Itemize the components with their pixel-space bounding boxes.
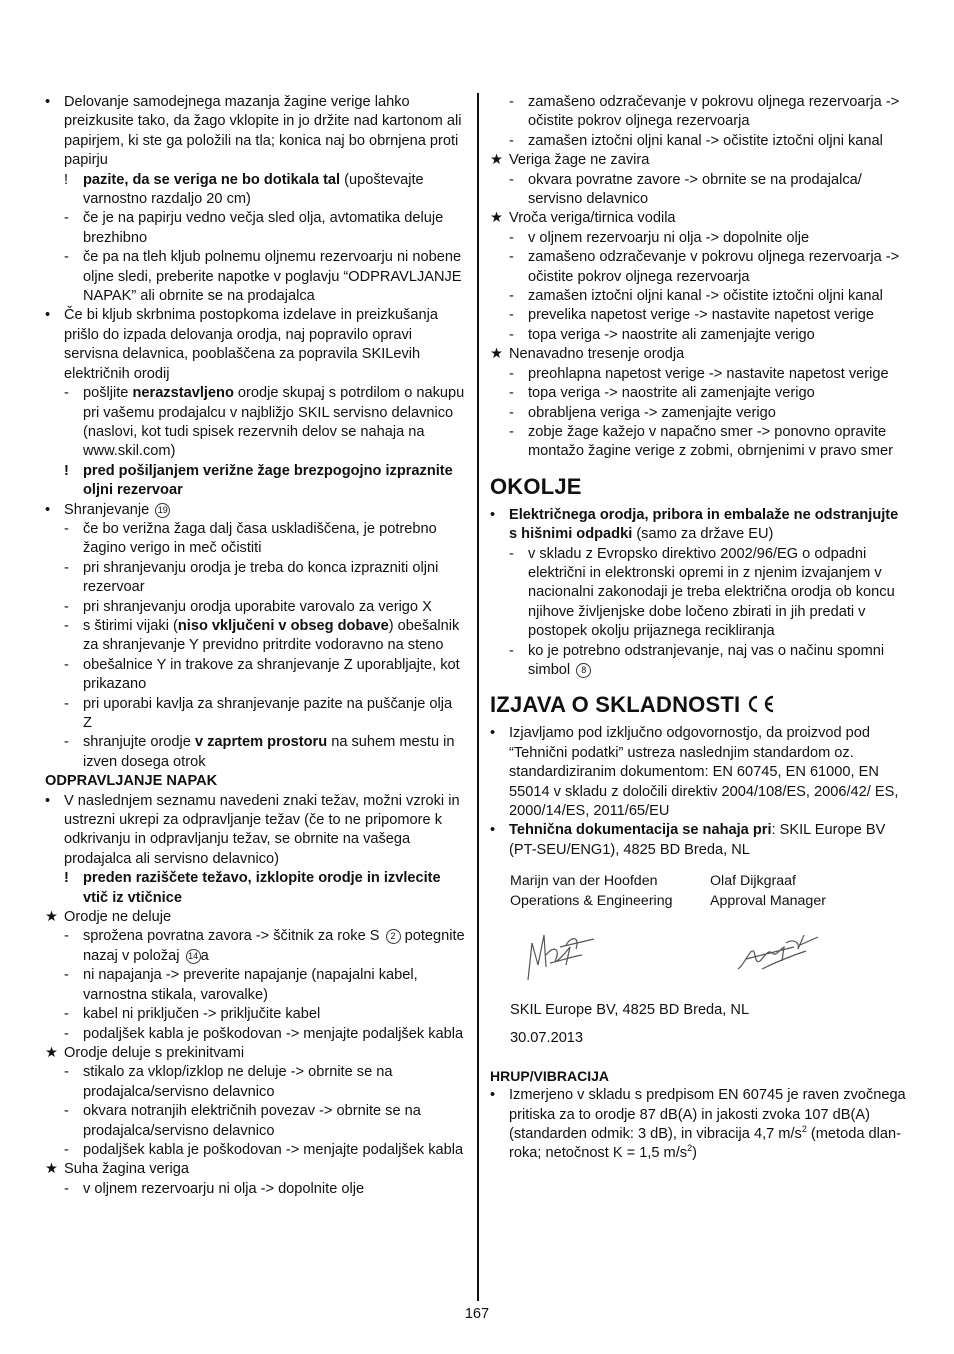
figure-ref-number: 19 <box>155 503 170 518</box>
sub-item <box>45 248 465 306</box>
dash-marker: - <box>64 1103 69 1120</box>
dash-marker: - <box>64 1064 69 1081</box>
bullet-marker: • <box>45 94 51 110</box>
paragraph-text: (samo za države EU) <box>632 526 774 543</box>
warning-bold-text: preden raziščete težavo, izklopite orodje in izvlecite vtič iz vtičnice <box>83 870 441 906</box>
dash-marker: - <box>64 734 69 751</box>
paragraph-text: Če bi kljub skrbnima postopkoma izdelave in preizkušanja prišlo do izpada delovanja orodja, naj popravilo opravi servisna delavnica, pooblaščena za popravila SKILevih električnih orodij <box>64 307 438 382</box>
dash-marker: - <box>64 967 69 984</box>
sub-item-bold: niso vključeni v obseg dobave <box>177 617 389 634</box>
sub-item-text: topa veriga -> naostrite ali zamenjajte verigo <box>528 385 815 402</box>
column-divider <box>477 93 479 1301</box>
sub-item-text: kabel ni priključen -> priključite kabel <box>83 1006 321 1023</box>
dash-marker: - <box>64 559 69 576</box>
sub-item-text: a <box>200 947 209 964</box>
sub-item-text: če je na papirju vedno večja sled olja, avtomatika deluje brezhibno <box>83 210 444 246</box>
dash-marker: - <box>64 656 69 673</box>
company-address: SKIL Europe BV, 4825 BD Breda, NL <box>510 1002 750 1019</box>
paragraph-text: (metoda dlan-roka; netočnost K = 1,5 m/s <box>509 1126 901 1162</box>
sub-item <box>490 306 910 325</box>
paragraph-text: Delovanje samodejnega mazanja žagine verige lahko preizkusite tako, da žago vklopite in jo držite nad kartonom ali papirjem, ki ste ga položili na tla; konica naj bo obrnjena proti papirju <box>64 94 462 169</box>
bullet-marker: • <box>490 725 496 742</box>
sub-item <box>45 927 465 966</box>
sub-item <box>45 1180 465 1199</box>
superscript: 2 <box>801 1124 807 1135</box>
sub-item-text: okvara notranjih električnih povezav -> obrnite se na prodajalca/servisno delavnico <box>83 1103 421 1139</box>
dash-marker: - <box>64 617 69 634</box>
signature-1-image <box>520 925 600 985</box>
sub-item-text: zobje žage kažejo v napačno smer -> ponovno opravite montažo žagine verige z zobmi, obrnjenimi v pravo smer <box>528 423 894 460</box>
sub-item <box>45 617 465 656</box>
sub-item <box>45 695 465 734</box>
section-heading-noise: HRUP/VIBRACIJA <box>490 1067 610 1084</box>
sub-item-text: okvara povratne zavore -> obrnite se na prodajalca/ servisno delavnico <box>528 171 862 208</box>
star-marker: ★ <box>490 152 504 169</box>
sub-item <box>45 1141 465 1160</box>
sub-item <box>490 365 910 384</box>
sub-item-text: zamašeno odzračevanje v pokrovu oljnega rezervoarja -> očistite pokrov oljnega rezervoarja <box>528 94 900 130</box>
symptom-text: Suha žagina veriga <box>64 1161 189 1178</box>
declaration-date: 30.07.2013 <box>510 1030 584 1047</box>
star-marker: ★ <box>490 210 504 227</box>
dash-marker: - <box>64 695 69 712</box>
dash-marker: - <box>509 249 514 266</box>
signature-2-image <box>734 925 824 985</box>
sub-item-text: zamašen iztočni oljni kanal -> očistite iztočni oljni kanal <box>528 132 883 149</box>
sub-item <box>490 171 910 210</box>
sub-item-text: na suhem mestu in izven dosega otrok <box>83 734 455 770</box>
symptom-item <box>490 209 910 228</box>
dash-marker: - <box>64 1025 69 1042</box>
warning-item <box>45 869 465 908</box>
page-number: 167 <box>464 1306 490 1322</box>
symptom-text: Vroča veriga/tirnica vodila <box>509 210 676 227</box>
bullet-marker: • <box>490 506 496 523</box>
sub-item <box>45 1102 465 1141</box>
sub-item <box>490 384 910 403</box>
bullet-marker: • <box>45 307 51 324</box>
sub-item-text: pri shranjevanju orodja uporabite varovalo za verigo X <box>83 598 432 615</box>
sub-item <box>490 287 910 306</box>
dash-marker: - <box>509 132 514 149</box>
sub-item <box>45 656 465 695</box>
superscript: 2 <box>687 1143 693 1154</box>
figure-ref-number: 14 <box>186 949 201 964</box>
sub-item <box>45 598 465 617</box>
dash-marker: - <box>64 1141 69 1158</box>
list-item <box>45 792 465 870</box>
star-marker: ★ <box>490 346 504 363</box>
sub-item <box>45 966 465 1005</box>
sub-item <box>45 733 465 772</box>
sub-item-text: shranjujte orodje <box>83 734 195 751</box>
sub-item <box>45 559 465 598</box>
sub-item-text: zamašen iztočni oljni kanal -> očistite iztočni oljni kanal <box>528 288 883 305</box>
sub-item-text: potegnite nazaj v položaj <box>83 928 465 964</box>
dash-marker: - <box>509 545 514 562</box>
paragraph-text: Izjavljamo pod izključno odgovornostjo, da proizvod pod “Tehnični podatki” ustreza naslednjim standardom oz. standardiziranim dokumentom: EN 60745, EN 61000, EN 55014 v skladu z določili direktiv 2004/108/ES, 2006/42/ ES, 2000/14/ES, 2011/65/EU <box>509 725 899 819</box>
sub-item-text: pri shranjevanju orodja je treba do konca izprazniti oljni rezervoar <box>83 559 439 596</box>
paragraph-text: Shranjevanje <box>64 501 150 518</box>
sub-item-text: ni napajanja -> preverite napajanje (napajalni kabel, varnostna stikala, varovalke) <box>83 967 418 1003</box>
sub-item-text: zamašeno odzračevanje v pokrovu oljnega rezervoarja -> očistite pokrov oljnega rezervoarja <box>528 249 900 285</box>
signatory-name: Olaf Dijkgraaf <box>710 873 796 890</box>
section-heading-environment: OKOLJE <box>490 473 582 499</box>
dash-marker: - <box>509 642 514 659</box>
sub-item <box>490 229 910 248</box>
sub-item-text: če pa na tleh kljub polnemu oljnemu rezervoarju ni nobene oljne sledi, preberite napotke v poglavju “ODPRAVLJANJE NAPAK” ali obrnite se na prodajalca <box>83 249 462 305</box>
bullet-marker: • <box>45 792 51 809</box>
warning-bold-text: pred pošiljanjem verižne žage brezpogojno izpraznite oljni rezervoar <box>83 462 453 499</box>
symptom-text: Nenavadno tresenje orodja <box>509 346 685 363</box>
list-item <box>45 306 465 384</box>
signature-images <box>520 925 910 989</box>
sub-item <box>45 1025 465 1044</box>
sub-item-text: preohlapna napetost verige -> nastavite napetost verige <box>528 365 889 382</box>
sub-item <box>490 642 910 681</box>
signatory-title: Operations & Engineering <box>510 892 673 909</box>
sub-item-text: obešalnice Y in trakove za shranjevanje Z uporabljajte, kot prikazano <box>83 656 460 693</box>
list-item <box>490 821 910 860</box>
figure-ref-number: 2 <box>386 929 401 944</box>
signatory-2 <box>710 872 910 911</box>
figure-ref-number: 8 <box>576 663 591 678</box>
left-column <box>45 93 465 1199</box>
signatory-title: Approval Manager <box>710 892 826 909</box>
dash-marker: - <box>64 1180 69 1197</box>
symptom-item <box>490 151 910 170</box>
sub-item <box>490 326 910 345</box>
ce-mark-icon <box>744 694 776 714</box>
dash-marker: - <box>509 365 514 382</box>
dash-marker: - <box>64 928 69 945</box>
dash-marker: - <box>64 210 69 227</box>
paragraph-text: V naslednjem seznamu navedeni znaki težav, možni vzroki in ustrezni ukrepi za odpravljanje težav (če to ne pripomore k odkrivanju in odpravljanju težav, se obrnite na vašega prodajalca ali servisno delavnico) <box>64 792 460 867</box>
sub-item <box>490 248 910 287</box>
signatories <box>510 872 910 911</box>
warning-mark-glyph: ! <box>64 462 69 479</box>
warning-item <box>45 462 465 501</box>
sub-item-text: v skladu z Evropsko direktivo 2002/96/EG o odpadni električni in elektronski opremi in z njenim izvajanjem v nacionalni zakonodaji je treba električna orodja ob koncu njihove življenjske dobe ločeno zbirati in jih predati v postopek okolju prijaznega recikliranja <box>528 545 895 640</box>
section-heading-troubleshooting: ODPRAVLJANJE NAPAK <box>45 773 218 790</box>
symptom-item <box>490 345 910 364</box>
paragraph-text: : SKIL Europe BV (PT-SEU/ENG1), 4825 BD Breda, NL <box>509 822 886 858</box>
dash-marker: - <box>509 288 514 305</box>
star-marker: ★ <box>45 1161 59 1178</box>
sub-item <box>490 423 910 462</box>
warning-mark-glyph: ! <box>64 870 69 887</box>
sub-item-text: podaljšek kabla je poškodovan -> menjajte podaljšek kabla <box>83 1025 464 1042</box>
sub-item <box>45 1063 465 1102</box>
sub-item-text: podaljšek kabla je poškodovan -> menjajte podaljšek kabla <box>83 1141 464 1158</box>
sub-item-text: stikalo za vklop/izklop ne deluje -> obrnite se na prodajalca/servisno delavnico <box>83 1064 393 1100</box>
dash-marker: - <box>509 229 514 246</box>
declaration-heading-text: IZJAVA O SKLADNOSTI <box>490 692 741 718</box>
sub-item <box>490 93 910 132</box>
signatory-name: Marijn van der Hoofden <box>510 873 658 890</box>
dash-marker: - <box>509 307 514 324</box>
symptom-text: Orodje deluje s prekinitvami <box>64 1044 245 1061</box>
sub-item <box>45 384 465 462</box>
sub-item-text: v oljnem rezervoarju ni olja -> dopolnite olje <box>83 1180 365 1197</box>
list-item <box>45 501 465 520</box>
list-item <box>490 1086 910 1164</box>
symptom-text: Veriga žage ne zavira <box>509 152 650 169</box>
sub-item <box>45 1005 465 1024</box>
paragraph-bold: Električnega orodja, pribora in embalaže ne odstranjujte s hišnimi odpadki <box>509 506 899 543</box>
signatory-1 <box>510 872 710 911</box>
sub-item <box>45 520 465 559</box>
sub-item-text: s štirimi vijaki ( <box>83 617 178 634</box>
sub-item-text: prevelika napetost verige -> nastavite napetost verige <box>528 307 874 324</box>
dash-marker: - <box>64 249 69 266</box>
star-marker: ★ <box>45 1044 59 1061</box>
sub-item-text: ) obešalnik za shranjevanje Y previdno pritrdite vodoravno na steno <box>83 617 460 654</box>
dash-marker: - <box>64 385 69 402</box>
paragraph-text: Izmerjeno v skladu s predpisom EN 60745 je raven zvočnega pritiska za to orodje 87 dB(A) in jakosti zvoka 107 dB(A) (standarden odmik: 3 dB), in vibracija 4,7 m/s <box>509 1087 906 1143</box>
warning-item <box>45 171 465 210</box>
sub-item-bold: v zaprtem prostoru <box>194 734 328 751</box>
sub-item-text: pošljite <box>83 385 133 402</box>
star-marker: ★ <box>45 909 59 926</box>
sub-item-text: če bo verižna žaga dalj časa uskladiščena, je potrebno žagino verigo in meč očistiti <box>83 520 437 557</box>
warning-marker <box>64 869 83 888</box>
dash-marker: - <box>64 598 69 615</box>
dash-marker: - <box>509 171 514 188</box>
symptom-text: Orodje ne deluje <box>64 909 172 926</box>
sub-item <box>490 132 910 151</box>
warning-bold-text: pazite, da se veriga ne bo dotikala tal <box>83 171 341 188</box>
sub-item <box>45 209 465 248</box>
list-item <box>490 724 910 821</box>
sub-item-text: obrabljena veriga -> zamenjajte verigo <box>528 404 776 421</box>
sub-item <box>490 545 910 642</box>
warning-marker <box>64 462 83 481</box>
dash-marker: - <box>509 423 514 440</box>
symptom-item <box>45 1044 465 1063</box>
sub-item-text: orodje skupaj s potrdilom o nakupu pri vašemu prodajalcu v najbližjo SKIL servisno delavnico (naslovi, kot tudi spisek rezervnih delov se nahaja na www.skil.com) <box>83 385 465 460</box>
list-item <box>45 93 465 171</box>
dash-marker: - <box>509 326 514 343</box>
dash-marker: - <box>64 520 69 537</box>
dash-marker: - <box>509 385 514 402</box>
bullet-marker: • <box>45 501 51 518</box>
dash-marker: - <box>509 404 514 421</box>
section-heading-declaration <box>490 692 910 718</box>
sub-item-bold: nerazstavljeno <box>132 385 234 402</box>
warning-marker: ! <box>64 171 69 188</box>
sub-item-text: topa veriga -> naostrite ali zamenjajte verigo <box>528 326 815 343</box>
paragraph-text: ) <box>692 1145 697 1162</box>
list-item <box>490 506 910 545</box>
symptom-item <box>45 908 465 927</box>
dash-marker: - <box>509 94 514 110</box>
sub-item-text: sprožena povratna zavora -> ščitnik za roke S <box>83 928 380 945</box>
bullet-marker: • <box>490 1087 496 1104</box>
symptom-item <box>45 1160 465 1179</box>
sub-item <box>490 404 910 423</box>
bullet-marker: • <box>490 822 496 839</box>
right-column <box>490 93 910 1164</box>
sub-item-text: v oljnem rezervoarju ni olja -> dopolnite olje <box>528 229 810 246</box>
sub-item-text: pri uporabi kavlja za shranjevanje pazite na puščanje olja Z <box>83 695 453 731</box>
paragraph-bold: Tehnična dokumentacija se nahaja pri <box>509 822 772 839</box>
sub-item-text: ko je potrebno odstranjevanje, naj vas o načinu spomni simbol <box>528 642 885 678</box>
dash-marker: - <box>64 1006 69 1023</box>
warning-text: (upoštevajte varnostno razdaljo 20 cm) <box>83 171 424 208</box>
